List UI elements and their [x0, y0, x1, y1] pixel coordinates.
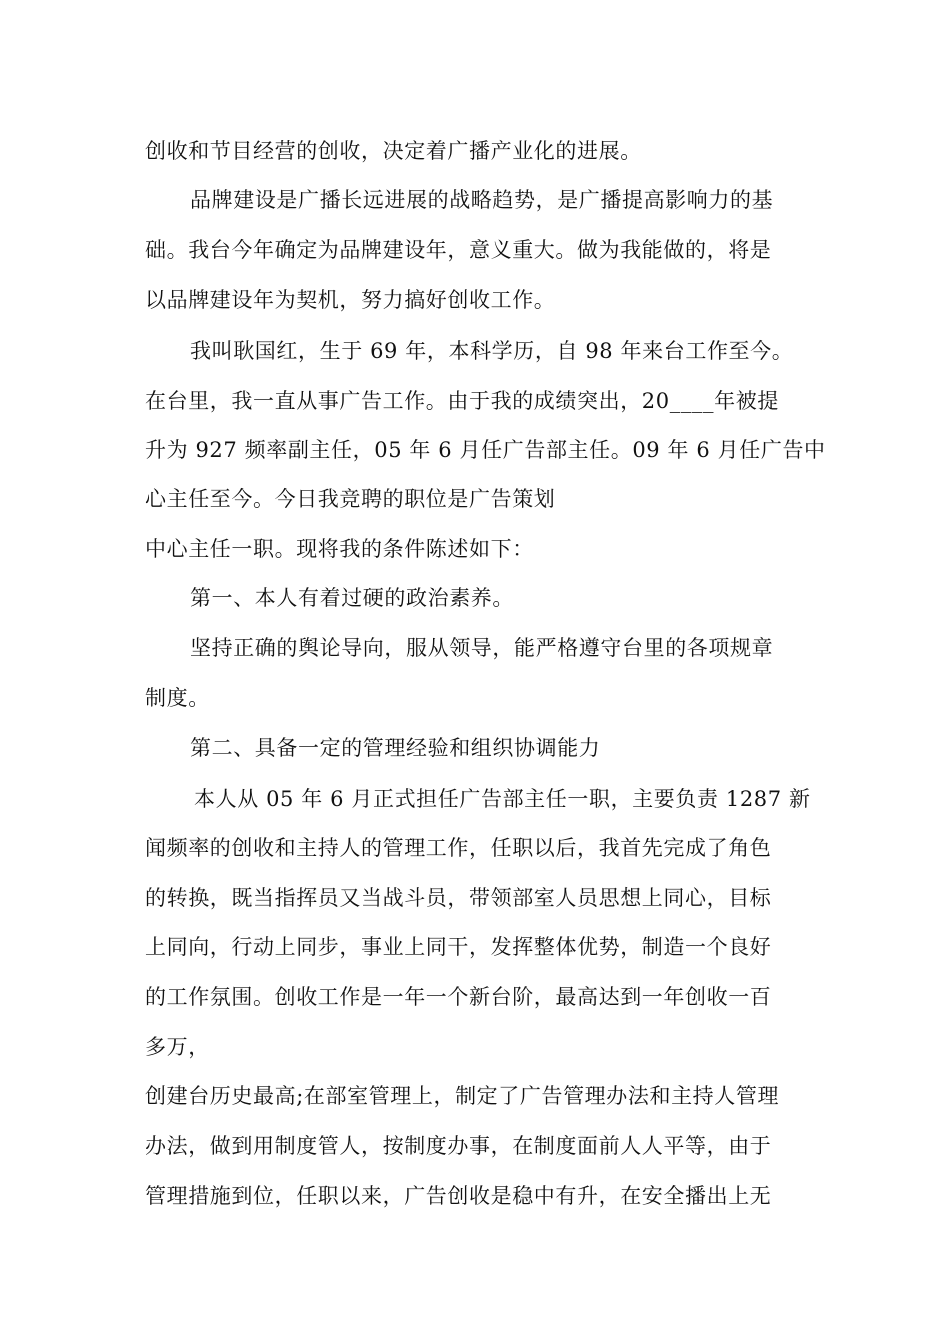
text-line: 闻频率的创收和主持人的管理工作，任职以后，我首先完成了角色: [145, 836, 772, 860]
text-line: 心主任至今。今日我竞聘的职位是广告策划: [145, 487, 556, 511]
text-line: 升为 927 频率副主任，05 年 6 月任广告部主任。09 年 6 月任广告中: [145, 438, 826, 462]
text-line: 第一、本人有着过硬的政治素养。: [190, 586, 514, 610]
text-line: 制度。: [145, 686, 210, 710]
text-line: 的转换，既当指挥员又当战斗员，带领部室人员思想上同心，目标: [145, 886, 772, 910]
text-line: 的工作氛围。创收工作是一年一个新台阶，最高达到一年创收一百: [145, 985, 772, 1009]
text-line: 本人从 05 年 6 月正式担任广告部主任一职，主要负责 1287 新: [194, 787, 811, 811]
text-line: 在台里，我一直从事广告工作。由于我的成绩突出，20____年被提: [145, 389, 779, 413]
text-line: 础。我台今年确定为品牌建设年，意义重大。做为我能做的，将是: [145, 238, 772, 262]
text-line: 管理措施到位，任职以来，广告创收是稳中有升，在安全播出上无: [145, 1184, 772, 1208]
text-line: 坚持正确的舆论导向，服从领导，能严格遵守台里的各项规章: [190, 636, 774, 660]
text-line: 品牌建设是广播长远进展的战略趋势，是广播提高影响力的基: [190, 188, 774, 212]
text-line: 创收和节目经营的创收，决定着广播产业化的进展。: [145, 139, 642, 163]
text-line: 第二、具备一定的管理经验和组织协调能力: [190, 736, 601, 760]
text-line: 我叫耿国红，生于 69 年，本科学历，自 98 年来台工作至今。: [190, 339, 794, 363]
text-line: 以品牌建设年为契机，努力搞好创收工作。: [145, 288, 556, 312]
text-line: 办法，做到用制度管人，按制度办事，在制度面前人人平等，由于: [145, 1134, 772, 1158]
text-line: 中心主任一职。现将我的条件陈述如下：: [145, 537, 534, 561]
text-line: 上同向，行动上同步，事业上同干，发挥整体优势，制造一个良好: [145, 935, 772, 959]
text-line: 多万，: [145, 1035, 210, 1059]
text-line: 创建台历史最高;在部室管理上，制定了广告管理办法和主持人管理: [145, 1084, 780, 1108]
